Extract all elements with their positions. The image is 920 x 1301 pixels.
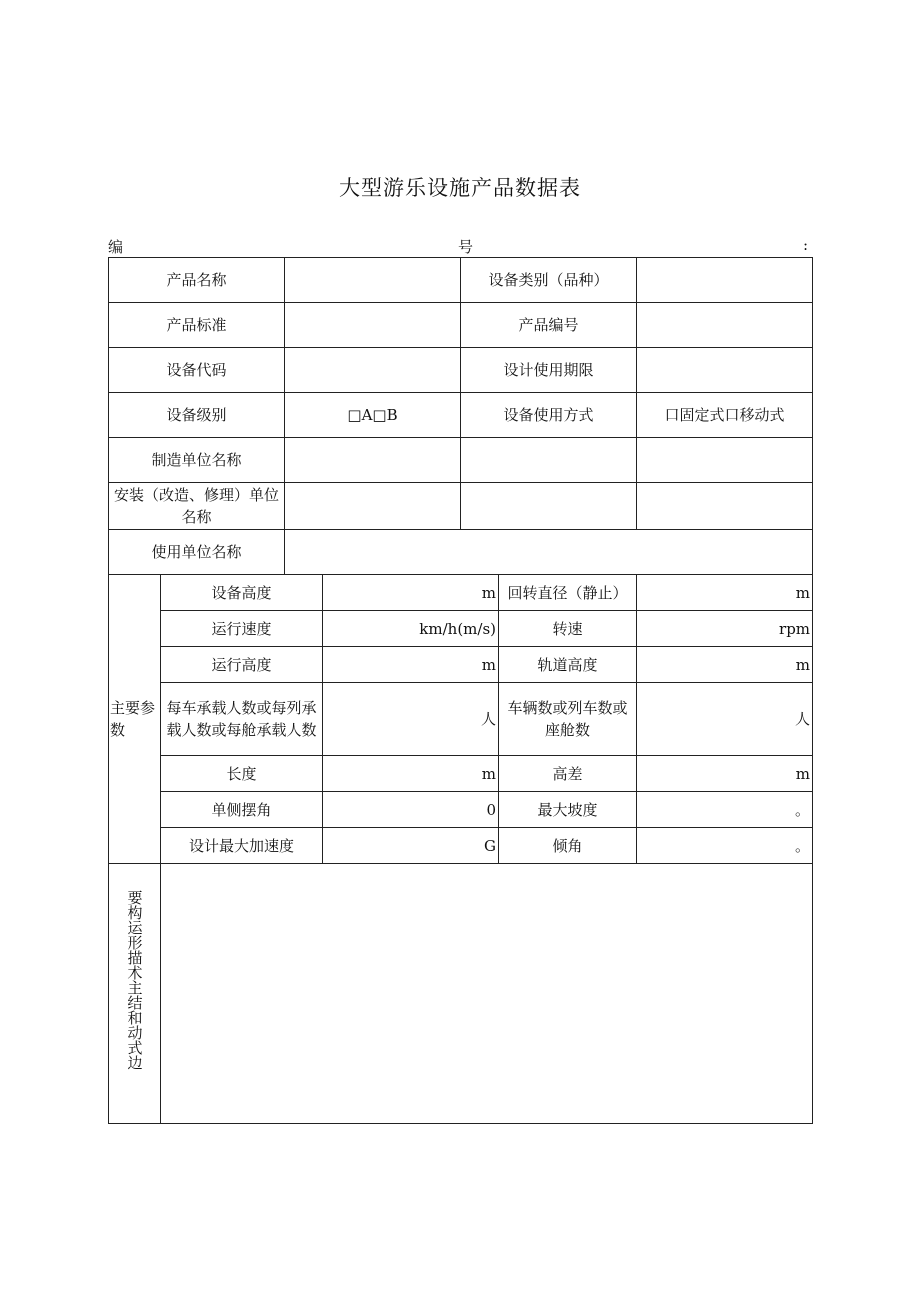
serial-colon: : <box>803 236 809 254</box>
usage-mode-label: 设备使用方式 <box>461 393 637 438</box>
param-label-1b: 回转直径（静止） <box>499 575 637 611</box>
param-label-1a: 设备高度 <box>161 575 323 611</box>
user-unit-label: 使用单位名称 <box>109 530 285 575</box>
installer-label: 安装（改造、修理）单位名称 <box>109 483 285 530</box>
param-unit-3a[interactable]: m <box>323 647 499 683</box>
equipment-grade-options[interactable]: □A□B <box>285 393 461 438</box>
param-unit-5b[interactable]: m <box>637 756 813 792</box>
page-title: 大型游乐设施产品数据表 <box>339 176 581 200</box>
param-label-3a: 运行高度 <box>161 647 323 683</box>
equipment-category-value[interactable] <box>637 258 813 303</box>
param-unit-1b[interactable]: m <box>637 575 813 611</box>
param-unit-6a[interactable]: 0 <box>323 792 499 828</box>
param-unit-4b[interactable]: 人 <box>637 683 813 756</box>
product-standard-value[interactable] <box>285 303 461 348</box>
equipment-category-label: 设备类别（品种） <box>461 258 637 303</box>
product-data-table <box>108 257 813 1124</box>
installer-value-3[interactable] <box>637 483 813 530</box>
installer-value-2[interactable] <box>461 483 637 530</box>
param-label-4b: 车辆数或列车数或座舱数 <box>499 683 637 756</box>
param-label-7a: 设计最大加速度 <box>161 828 323 864</box>
serial-label-left: 编 <box>108 238 124 256</box>
param-label-3b: 轨道高度 <box>499 647 637 683</box>
param-unit-3b[interactable]: m <box>637 647 813 683</box>
manufacturer-value-3[interactable] <box>637 438 813 483</box>
param-label-6a: 单侧摆角 <box>161 792 323 828</box>
installer-value-1[interactable] <box>285 483 461 530</box>
description-label-cell <box>109 864 161 1124</box>
product-name-value[interactable] <box>285 258 461 303</box>
product-number-value[interactable] <box>637 303 813 348</box>
param-label-5b: 高差 <box>499 756 637 792</box>
product-standard-label: 产品标准 <box>109 303 285 348</box>
serial-label-right: 号 <box>458 238 474 256</box>
main-params-label: 主要参数 <box>109 575 161 864</box>
param-label-6b: 最大坡度 <box>499 792 637 828</box>
description-value[interactable] <box>161 864 813 1124</box>
product-name-label: 产品名称 <box>109 258 285 303</box>
serial-number-row <box>108 236 812 256</box>
param-label-2a: 运行速度 <box>161 611 323 647</box>
usage-mode-options[interactable]: 口固定式口移动式 <box>637 393 813 438</box>
param-label-4a: 每车承载人数或每列承载人数或每舱承载人数 <box>161 683 323 756</box>
param-unit-7b[interactable]: 。 <box>637 828 813 864</box>
equipment-code-label: 设备代码 <box>109 348 285 393</box>
manufacturer-value-1[interactable] <box>285 438 461 483</box>
manufacturer-value-2[interactable] <box>461 438 637 483</box>
user-unit-value[interactable] <box>285 530 813 575</box>
param-label-2b: 转速 <box>499 611 637 647</box>
manufacturer-label: 制造单位名称 <box>109 438 285 483</box>
param-unit-2b[interactable]: rpm <box>637 611 813 647</box>
param-unit-7a[interactable]: G <box>323 828 499 864</box>
description-label: 要构运形描术主结和动式边 <box>125 890 144 1070</box>
equipment-grade-label: 设备级别 <box>109 393 285 438</box>
equipment-code-value[interactable] <box>285 348 461 393</box>
design-life-value[interactable] <box>637 348 813 393</box>
param-unit-4a[interactable]: 人 <box>323 683 499 756</box>
param-unit-6b[interactable]: 。 <box>637 792 813 828</box>
param-label-5a: 长度 <box>161 756 323 792</box>
design-life-label: 设计使用期限 <box>461 348 637 393</box>
param-unit-5a[interactable]: m <box>323 756 499 792</box>
param-unit-2a[interactable]: km/h(m/s) <box>323 611 499 647</box>
param-unit-1a[interactable]: m <box>323 575 499 611</box>
product-number-label: 产品编号 <box>461 303 637 348</box>
param-label-7b: 倾角 <box>499 828 637 864</box>
